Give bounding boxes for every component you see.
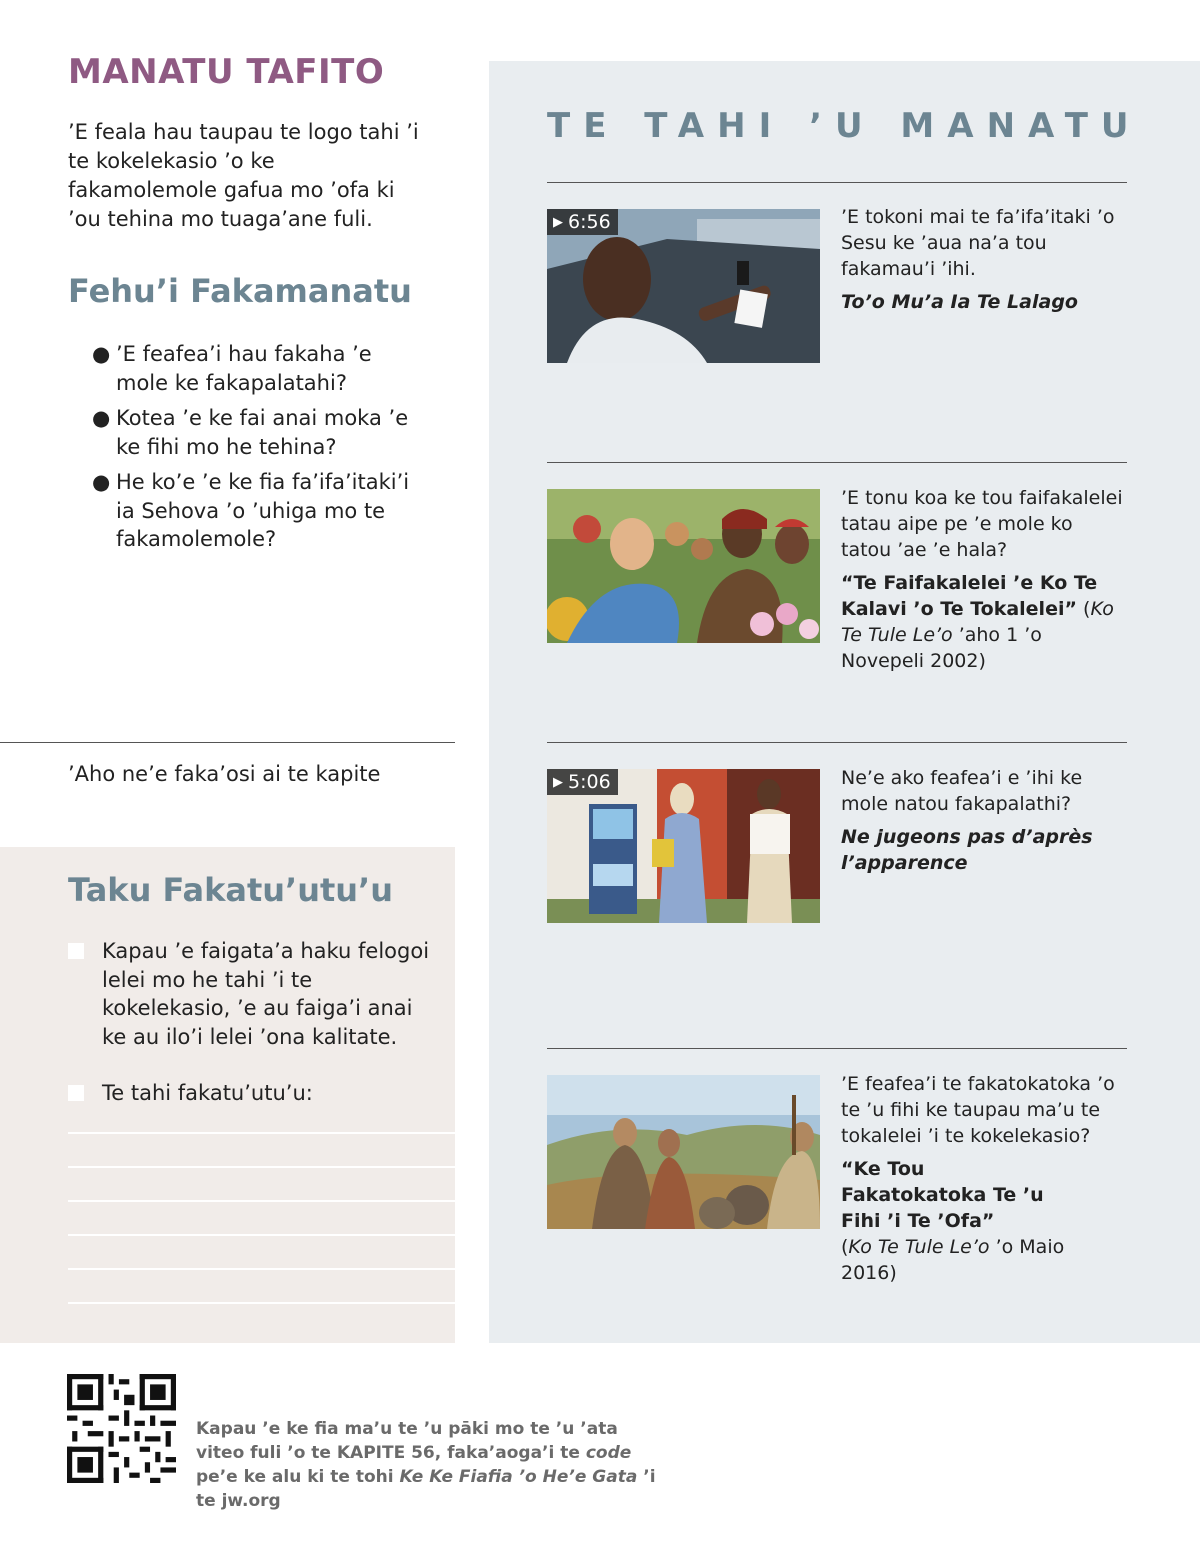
explore-item-text <box>841 204 1126 315</box>
main-points-title: MANATU TAFITO <box>68 52 385 92</box>
explore-citation: (Ko Te Tule Le’o ’o Maio 2016) <box>841 1236 1065 1284</box>
writing-line[interactable] <box>68 1234 455 1236</box>
explore-question: ’E tonu koa ke tou faifakalelei tatau aipe pe ’e mole ko tatou ’ae ’e hala? <box>841 487 1123 561</box>
explore-source-link[interactable]: Ne jugeons pas d’après l’apparence <box>841 826 1093 874</box>
explore-question: Ne’e ako feafea’i e ’ihi ke mole natou fakapalathi? <box>841 767 1083 815</box>
bullet-icon: ● <box>92 470 111 494</box>
article-thumbnail[interactable] <box>547 489 820 643</box>
video-duration-badge: ▶ 6:56 <box>547 209 618 235</box>
review-question: ● He ko’e ’e ke fia fa’ifa’itaki’i ia Sehova ’o ’uhiga mo te fakamolemole? <box>92 470 410 551</box>
bullet-icon: ● <box>92 342 111 366</box>
explore-source-link[interactable]: To’o Mu’a Ia Te Lalago <box>841 291 1078 313</box>
video-thumbnail[interactable] <box>547 209 820 363</box>
explore-source-link[interactable]: “Te Faifakalelei ’e Ko Te Kalavi ’o Te Tokalelei” (Ko Te Tule Le’o ’aho 1 ’o Novepeli 2002) <box>841 572 1114 672</box>
bullet-icon: ● <box>92 406 111 430</box>
writing-line[interactable] <box>68 1268 455 1270</box>
divider <box>547 742 1127 743</box>
main-points-text: ’E feala hau taupau te logo tahi ’i te kokelekasio ’o ke fakamolemole gafua mo ’ofa ki ’ou tehina mo tuaga’ane fuli. <box>68 120 419 231</box>
footer-note: Kapau ’e ke fia ma’u te ’u pāki mo te ’u ’ata viteo fuli ’o te KAPITE 56, faka’aoga’i te code pe’e ke alu ki te tohi Ke Ke Fiafia ’o He’e Gata ’i te jw.org <box>196 1419 656 1511</box>
goal-item: Kapau ’e faigata’a haku felogoi lelei mo he tahi ’i te kokelekasio, ’e au faiga’i anai ke au ilo’i lelei ’ona kalitate. <box>68 937 438 1051</box>
article-thumbnail[interactable] <box>547 1075 820 1229</box>
explore-item-text <box>841 485 1126 674</box>
goal-checkbox[interactable] <box>68 943 84 959</box>
writing-line[interactable] <box>68 1166 455 1168</box>
greeting-people-image <box>547 489 820 643</box>
divider <box>0 742 455 743</box>
goal-item: Te tahi fakatu’utu’u: <box>68 1079 438 1108</box>
explore-title: TE TAHI ’U MANATU <box>547 106 1142 146</box>
play-icon: ▶ <box>553 215 563 230</box>
writing-line[interactable] <box>68 1302 455 1304</box>
explore-question: ’E feafea’i te fakatokatoka ’o te ’u fihi ke taupau ma’u te tokalelei ’i te kokelekasio? <box>841 1073 1115 1147</box>
explore-item-text <box>841 765 1126 876</box>
review-question: ● ’E feafea’i hau fakaha ’e mole ke fakapalatahi? <box>92 342 372 395</box>
goal-checkbox[interactable] <box>68 1085 84 1101</box>
explore-item-text <box>841 1071 1126 1286</box>
completed-date-label: ’Aho ne’e faka’osi ai te kapite <box>68 762 381 786</box>
explore-question: ’E tokoni mai te fa’ifa’itaki ’o Sesu ke ’aua na’a tou fakamau’i ’ihi. <box>841 206 1115 280</box>
qr-code-icon[interactable] <box>67 1374 176 1483</box>
ancient-men-image <box>547 1075 820 1229</box>
explore-source-link[interactable]: “Ke Tou Fakatokatoka Te ’u Fihi ’i Te ’Ofa” <box>841 1158 1044 1232</box>
divider <box>547 462 1127 463</box>
review-question: ● Kotea ’e ke fai anai moka ’e ke fihi mo he tehina? <box>92 406 409 459</box>
review-title: Fehu’i Fakamanatu <box>68 272 412 310</box>
goals-title: Taku Fakatu’utu’u <box>68 871 393 909</box>
review-questions <box>92 340 412 561</box>
video-duration-badge: ▶ 5:06 <box>547 769 618 795</box>
writing-line[interactable] <box>68 1200 455 1202</box>
video-thumbnail[interactable] <box>547 769 820 923</box>
writing-line[interactable] <box>68 1132 455 1134</box>
divider <box>547 182 1127 183</box>
divider <box>547 1048 1127 1049</box>
play-icon: ▶ <box>553 775 563 790</box>
